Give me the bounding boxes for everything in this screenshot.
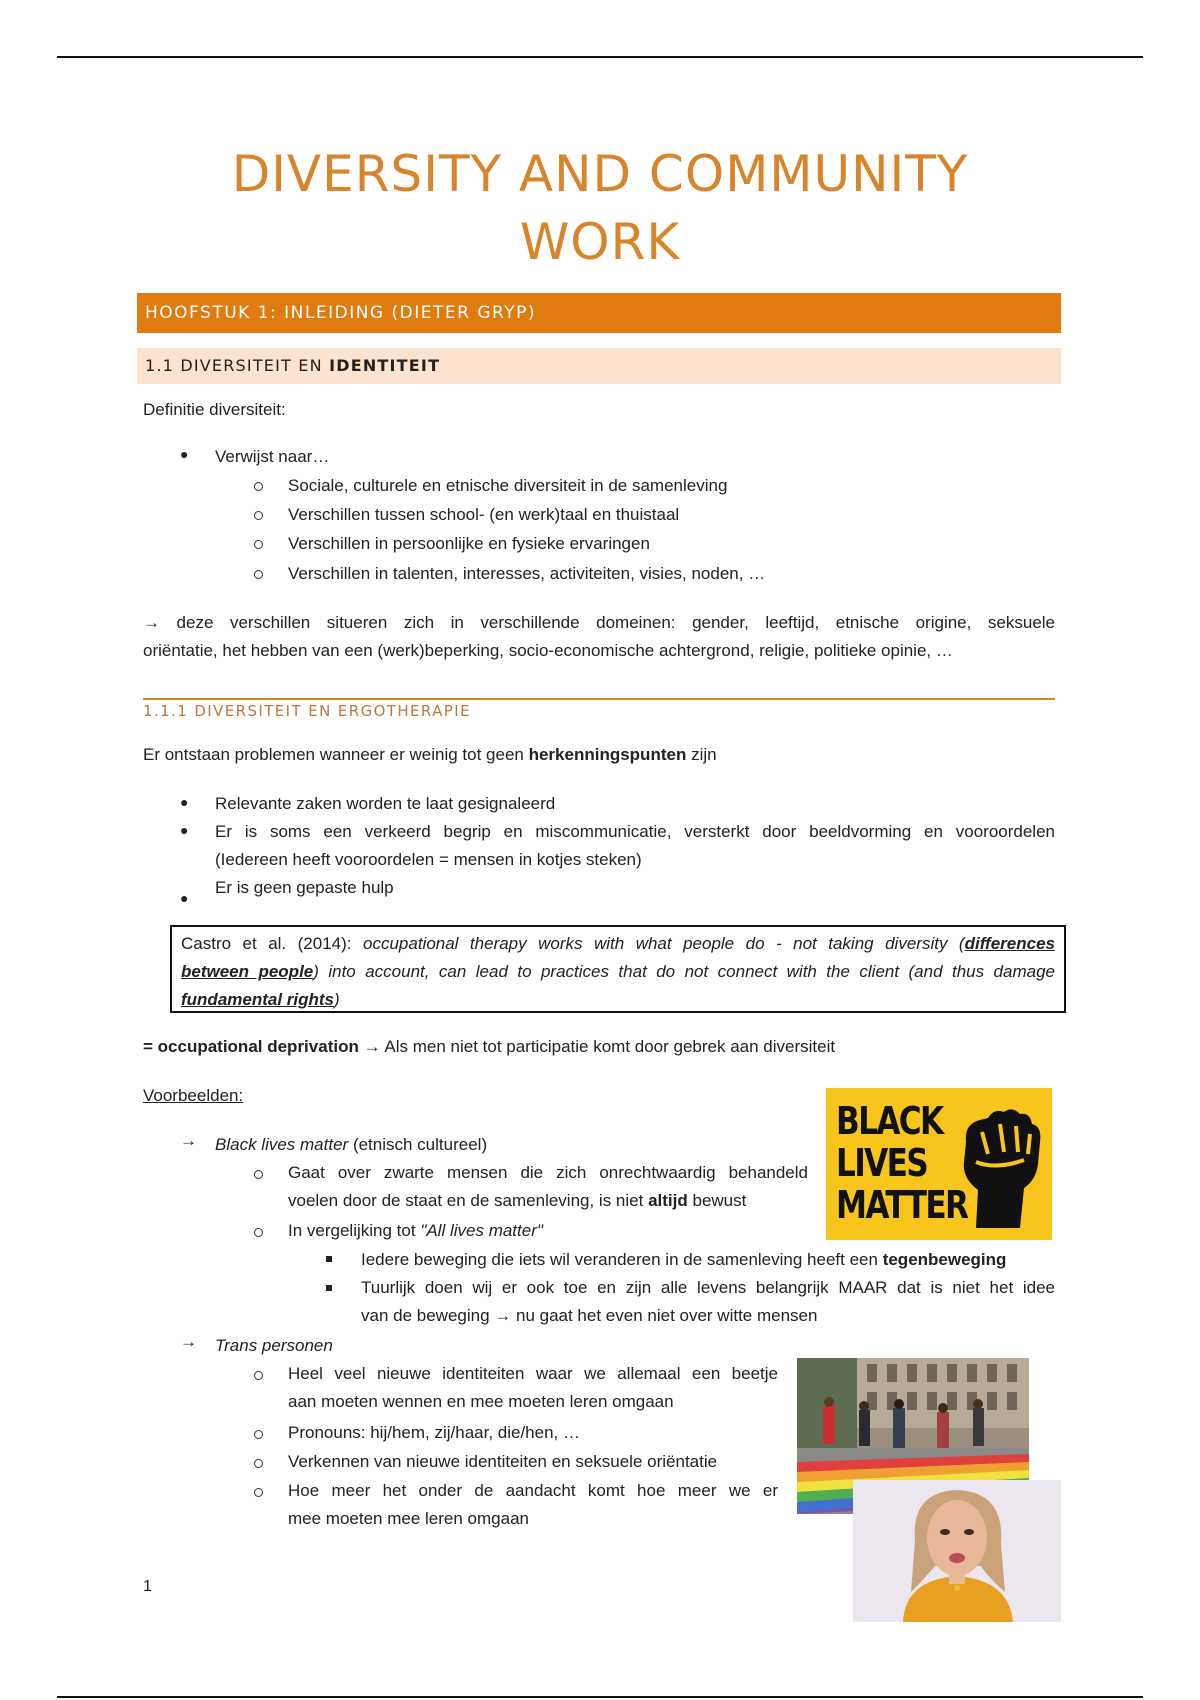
chapter-heading: HOOFSTUK 1: INLEIDING (DIETER GRYP) (137, 293, 1061, 333)
list-item (288, 1360, 778, 1416)
subsection-heading: 1.1.1 DIVERSITEIT EN ERGOTHERAPIE (143, 702, 471, 720)
section-heading (137, 348, 1061, 384)
circle-bullet-icon (254, 1228, 263, 1237)
trans-item-1-line-2: aan moeten wennen en mee moeten leren omgaan (288, 1392, 674, 1411)
domains-paragraph (143, 609, 1055, 665)
circle-bullet-icon (254, 482, 263, 491)
deprivation-definition: → Als men niet tot participatie komt door gebrek aan diversiteit (363, 1037, 836, 1056)
portrait-photo (853, 1480, 1061, 1622)
portrait-image (853, 1480, 1061, 1622)
list-item (288, 1217, 543, 1245)
quote-line-3 (181, 986, 1055, 1014)
quote-text: ) (334, 990, 340, 1009)
list-item: Relevante zaken worden te laat gesignaleerd (215, 794, 556, 813)
problems-intro-text: Er ontstaan problemen wanneer er weinig tot geen (143, 745, 524, 764)
blm-item-2-italic: "All lives matter" (420, 1221, 543, 1240)
blm-sub-2-line-1: Tuurlijk doen wij er ook toe en zijn alle levens belangrijk MAAR dat is niet het idee (361, 1278, 1055, 1297)
examples-label: Voorbeelden: (143, 1086, 244, 1105)
problem-2-line-1: Er is soms een verkeerd begrip en miscommunicatie, versterkt door beeldvorming en vooroordelen (215, 822, 1055, 841)
blm-item-1-text: voelen door de staat en de samenleving, is niet (288, 1191, 644, 1210)
example-heading: Trans personen (215, 1336, 333, 1355)
quote-emphasis: differences (964, 934, 1055, 953)
trans-item-4-line-1: Hoe meer het onder de aandacht komt hoe meer we er (288, 1481, 778, 1500)
example-heading (215, 1131, 487, 1159)
circle-bullet-icon (254, 1488, 263, 1497)
section-heading-bold: IDENTITEIT (329, 356, 441, 375)
list-item (361, 1246, 1006, 1274)
quote-author: Castro et al. (2014): (181, 934, 352, 953)
title-line-2: WORK (519, 213, 681, 271)
list-item (215, 818, 1055, 874)
bottom-rule (57, 1696, 1143, 1698)
arrow-bullet-icon: → (180, 1131, 197, 1150)
blm-item-1-line-1: Gaat over zwarte mensen die zich onrechtwaardig behandeld (288, 1163, 808, 1182)
quote-box (170, 925, 1066, 1013)
list-item: Er is geen gepaste hulp (215, 878, 394, 897)
circle-bullet-icon (254, 540, 263, 549)
raised-fist-icon (946, 1102, 1046, 1230)
section-heading-text: 1.1 DIVERSITEIT EN (145, 356, 323, 375)
blm-sub-1-text: Iedere beweging die iets wil veranderen in de samenleving heeft een (361, 1250, 878, 1269)
arrow-bullet-icon: → (180, 1332, 197, 1351)
deprivation-line (143, 1033, 835, 1061)
square-bullet-icon (326, 1285, 332, 1291)
example-heading-italic: Black lives matter (215, 1135, 349, 1154)
list-item (288, 1477, 778, 1533)
list-item: Pronouns: hij/hem, zij/haar, die/hen, … (288, 1423, 580, 1442)
domains-line-2: oriëntatie, het hebben van een (werk)beperking, socio-economische achtergrond, religie, politieke opinie, … (143, 641, 953, 660)
circle-bullet-icon (254, 1459, 263, 1468)
trans-item-1-line-1: Heel veel nieuwe identiteiten waar we allemaal een beetje (288, 1364, 778, 1383)
trans-item-4-line-2: mee moeten mee leren omgaan (288, 1509, 529, 1528)
blm-logo-line-2: LIVES (836, 1141, 928, 1185)
circle-bullet-icon (254, 511, 263, 520)
subsection-rule (143, 698, 1055, 700)
bullet-icon: ● (180, 794, 189, 810)
refers-to: Verwijst naar… (215, 447, 330, 466)
problems-intro-end: zijn (691, 745, 717, 764)
list-item (361, 1274, 1055, 1330)
list-item (288, 1159, 808, 1215)
quote-text: occupational therapy works with what people do - not taking diversity ( (363, 934, 965, 953)
bullet-icon: ● (180, 822, 189, 838)
square-bullet-icon (326, 1256, 332, 1262)
quote-emphasis: between people (181, 962, 314, 981)
circle-bullet-icon (254, 570, 263, 579)
list-item: Verschillen tussen school- (en werk)taal en thuistaal (288, 505, 680, 524)
circle-bullet-icon (254, 1430, 263, 1439)
problem-2-line-2: (Iedereen heeft vooroordelen = mensen in kotjes steken) (215, 850, 642, 869)
blm-sub-1-bold: tegenbeweging (882, 1250, 1007, 1269)
list-item: Verschillen in persoonlijke en fysieke ervaringen (288, 534, 650, 553)
top-rule (57, 56, 1143, 58)
bullet-icon: ● (180, 890, 189, 906)
list-item: Verkennen van nieuwe identiteiten en seksuele oriëntatie (288, 1452, 718, 1471)
problems-intro-bold: herkenningspunten (528, 745, 687, 764)
domains-line-1: → deze verschillen situeren zich in verschillende domeinen: gender, leeftijd, etnische origine, seksuele (143, 613, 1055, 632)
circle-bullet-icon (254, 1371, 263, 1380)
blm-item-1-bold: altijd (648, 1191, 688, 1210)
bullet-icon: ● (180, 446, 189, 462)
deprivation-term: = occupational deprivation (143, 1037, 359, 1056)
list-item: Sociale, culturele en etnische diversiteit in de samenleving (288, 476, 728, 495)
quote-text: ) into account, can lead to practices that do not connect with the client (and thus damage (313, 962, 1055, 981)
example-heading-note: (etnisch cultureel) (352, 1135, 488, 1154)
quote-line-1 (181, 930, 1055, 958)
blm-item-1-line-2 (288, 1187, 808, 1215)
title-line-1: DIVERSITY AND COMMUNITY (231, 145, 969, 203)
blm-item-1-end: bewust (692, 1191, 747, 1210)
quote-line-2 (181, 958, 1055, 986)
page-number: 1 (143, 1578, 152, 1595)
blm-item-2-text: In vergelijking tot (288, 1221, 416, 1240)
circle-bullet-icon (254, 1170, 263, 1179)
problems-intro (143, 741, 717, 769)
blm-logo-line-3: MATTER (836, 1183, 968, 1227)
definition-label: Definitie diversiteit: (143, 400, 286, 419)
blm-logo-line-1: BLACK (836, 1099, 943, 1143)
black-lives-matter-logo (826, 1088, 1052, 1240)
blm-sub-2-line-2: van de beweging → nu gaat het even niet over witte mensen (361, 1306, 818, 1325)
quote-emphasis: fundamental rights (181, 990, 335, 1009)
document-title (0, 140, 1200, 276)
list-item: Verschillen in talenten, interesses, activiteiten, visies, noden, … (288, 564, 766, 583)
